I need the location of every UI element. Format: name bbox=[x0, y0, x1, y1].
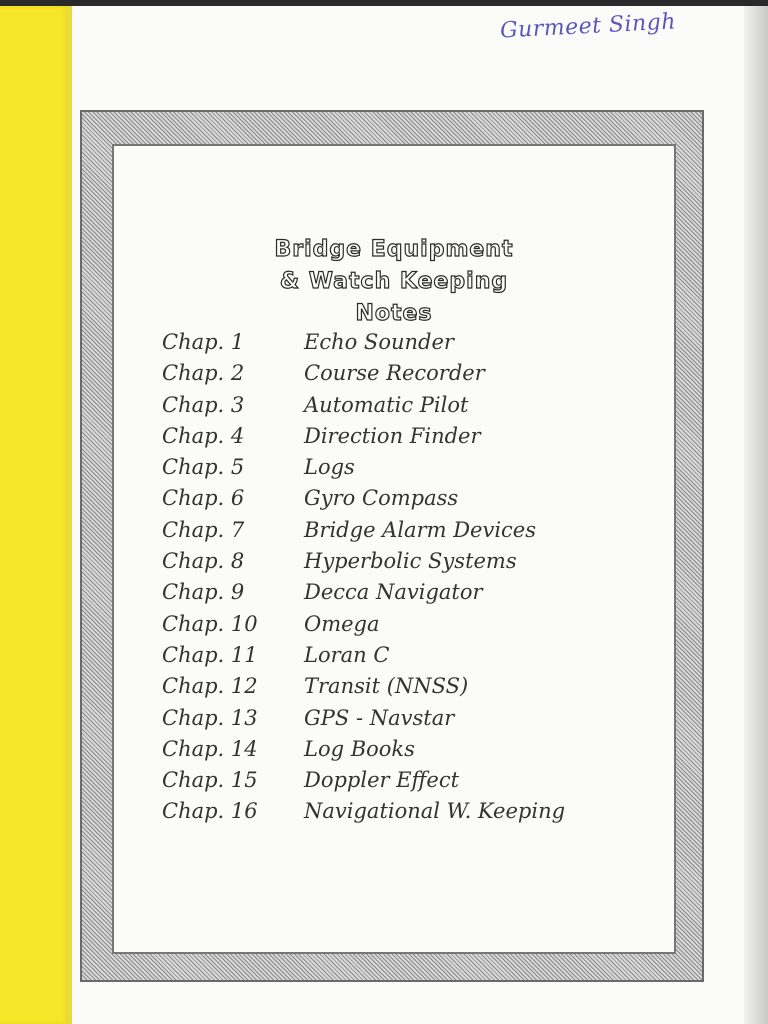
chapter-label: Chap. 5 bbox=[162, 455, 245, 480]
chapter-title: Logs bbox=[304, 455, 355, 480]
chapter-title: Bridge Alarm Devices bbox=[304, 517, 537, 542]
chapter-label: Chap. 12 bbox=[162, 674, 258, 699]
chapter-label: Chap. 14 bbox=[162, 736, 258, 761]
handwritten-signature: Gurmeet Singh bbox=[499, 9, 677, 44]
chapter-title: Hyperbolic Systems bbox=[304, 549, 517, 574]
chapter-label: Chap. 6 bbox=[162, 486, 245, 511]
toc-row bbox=[162, 393, 682, 424]
toc-row bbox=[162, 612, 682, 643]
paper-crease bbox=[744, 6, 768, 1024]
toc-row bbox=[162, 424, 682, 455]
chapter-label: Chap. 9 bbox=[162, 580, 245, 605]
yellow-cover bbox=[0, 6, 72, 1024]
title-line: Notes bbox=[355, 301, 433, 326]
chapter-title: Echo Sounder bbox=[304, 330, 454, 354]
chapter-title: GPS - Navstar bbox=[304, 705, 455, 730]
chapter-label: Chap. 13 bbox=[162, 705, 258, 730]
chapter-label: Chap. 11 bbox=[162, 642, 258, 667]
title-line: Bridge Equipment bbox=[274, 237, 514, 262]
chapter-title: Omega bbox=[304, 611, 380, 636]
chapter-title: Loran C bbox=[304, 642, 390, 667]
toc-row bbox=[162, 330, 682, 361]
chapter-title: Doppler Effect bbox=[304, 768, 460, 793]
frame-content bbox=[112, 144, 676, 954]
chapter-label: Chap. 2 bbox=[162, 361, 245, 386]
chapter-label: Chap. 1 bbox=[162, 330, 245, 354]
chapter-label: Chap. 8 bbox=[162, 549, 245, 574]
toc-row bbox=[162, 580, 682, 611]
toc-row bbox=[162, 549, 682, 580]
chapter-title: Gyro Compass bbox=[304, 486, 459, 511]
chapter-label: Chap. 15 bbox=[162, 768, 258, 793]
chapter-label: Chap. 16 bbox=[162, 799, 258, 824]
chapter-label: Chap. 10 bbox=[162, 611, 258, 636]
document-title bbox=[114, 234, 674, 330]
chapter-label: Chap. 3 bbox=[162, 392, 245, 417]
toc-row bbox=[162, 643, 682, 674]
chapter-title: Transit (NNSS) bbox=[304, 674, 469, 699]
chapter-label: Chap. 7 bbox=[162, 517, 245, 542]
toc-row bbox=[162, 706, 682, 737]
toc-row bbox=[162, 768, 682, 799]
decorative-frame bbox=[80, 110, 704, 982]
toc-row bbox=[162, 674, 682, 705]
toc-row bbox=[162, 361, 682, 392]
chapter-title: Navigational W. Keeping bbox=[304, 799, 566, 824]
toc-row bbox=[162, 737, 682, 768]
toc-row bbox=[162, 518, 682, 549]
title-line: & Watch Keeping bbox=[279, 269, 509, 294]
chapter-title: Course Recorder bbox=[304, 361, 485, 386]
chapter-title: Decca Navigator bbox=[304, 580, 483, 605]
chapter-title: Direction Finder bbox=[304, 423, 481, 448]
toc-row bbox=[162, 486, 682, 517]
chapter-title: Automatic Pilot bbox=[304, 392, 469, 417]
chapter-title: Log Books bbox=[304, 736, 415, 761]
table-of-contents bbox=[162, 330, 682, 831]
chapter-label: Chap. 4 bbox=[162, 423, 245, 448]
toc-row bbox=[162, 799, 682, 830]
toc-row bbox=[162, 455, 682, 486]
